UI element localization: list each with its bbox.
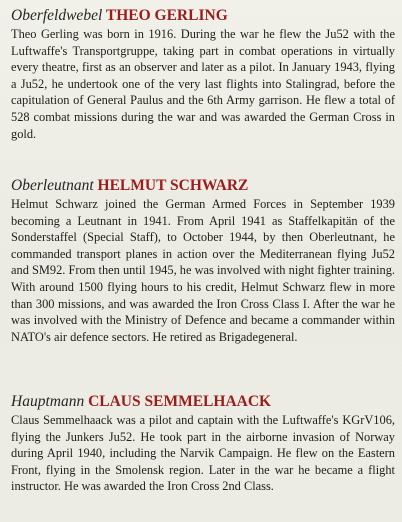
rank-title: Oberleutnant — [11, 177, 94, 194]
biography-helmut-schwarz — [11, 176, 395, 345]
biography-heading — [11, 6, 395, 26]
person-name: THEO GERLING — [105, 7, 228, 24]
biography-theo-gerling — [11, 6, 395, 142]
rank-title: Hauptmann — [11, 393, 85, 410]
person-name: HELMUT SCHWARZ — [97, 177, 249, 194]
biography-claus-semmelhaack — [11, 392, 395, 495]
biography-text: Theo Gerling was born in 1916. During the war he flew the Ju52 with the Luftwaffe's Transportgruppe, taking part in combat operations in virtually every theatre, first as an observer and later as a pilot. In January 1943, flying a Ju52, he undertook one of the very last flights into Stalingrad, before the capitulation of General Paulus and the 6th Army garrison. He flew a total of 528 combat missions during the war and was awarded the German Cross in gold. — [11, 27, 395, 141]
biography-text: Helmut Schwarz joined the German Armed Forces in September 1939 becoming a Leutnant in 1941. From April 1941 as Staffelkapitän of the Sonderstaffel (Special Staff), to October 1944, by then Oberleutnant, he commanded transport planes in action over the Mediterranean flying Ju52 and SM92. From then until 1945, he was involved with night fighter training. With around 1500 flying hours to his credit, Helmut Schwarz flew in more than 300 missions, and was awarded the Iron Cross Class I. After the war he was involved with the Ministry of Defence and became a commander within NATO's air defence sectors. He retired as Brigadegeneral. — [11, 197, 395, 344]
biography-heading — [11, 392, 395, 412]
rank-title: Oberfeldwebel — [11, 7, 103, 24]
person-name: CLAUS SEMMELHAACK — [88, 393, 272, 410]
biography-text: Claus Semmelhaack was a pilot and captain with the Luftwaffe's KGrV106, flying the Junkers Ju52. He took part in the airborne invasion of Norway during April 1940, including the Narvik Campaign. He flew on the Eastern Front, flying in the Smolensk region. Later in the war he became a flight instructor. He was awarded the Iron Cross 2nd Class. — [11, 413, 395, 494]
biography-heading — [11, 176, 395, 196]
